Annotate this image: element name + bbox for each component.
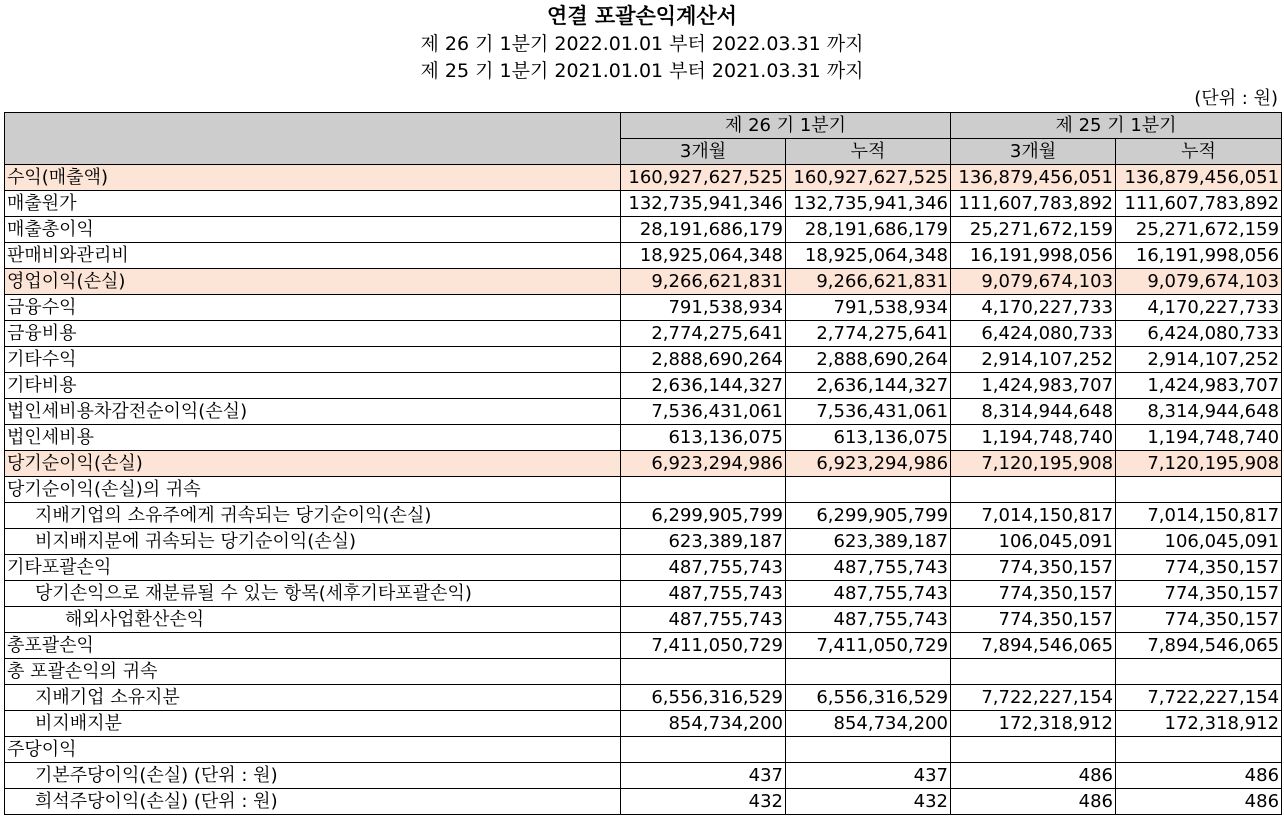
cell-cum-current: 437 bbox=[786, 763, 951, 789]
cell-3m-prior: 111,607,783,892 bbox=[951, 191, 1116, 217]
row-label: 기타포괄손익 bbox=[5, 555, 621, 581]
cell-cum-prior: 8,314,944,648 bbox=[1116, 399, 1282, 425]
cell-3m-current: 854,734,200 bbox=[621, 711, 786, 737]
table-row bbox=[5, 763, 1282, 789]
cell-3m-prior: 2,914,107,252 bbox=[951, 347, 1116, 373]
cell-cum-prior: 136,879,456,051 bbox=[1116, 165, 1282, 191]
cell-cum-current bbox=[786, 477, 951, 503]
cell-cum-prior: 486 bbox=[1116, 789, 1282, 815]
cell-cum-current: 791,538,934 bbox=[786, 295, 951, 321]
cell-3m-prior: 136,879,456,051 bbox=[951, 165, 1116, 191]
cell-cum-prior: 774,350,157 bbox=[1116, 581, 1282, 607]
table-row bbox=[5, 347, 1282, 373]
cell-cum-current: 160,927,627,525 bbox=[786, 165, 951, 191]
cell-cum-current: 28,191,686,179 bbox=[786, 217, 951, 243]
period-prior: 제 25 기 1분기 2021.01.01 부터 2021.03.31 까지 bbox=[420, 60, 864, 82]
cell-3m-prior: 774,350,157 bbox=[951, 581, 1116, 607]
row-label: 기타수익 bbox=[5, 347, 621, 373]
table-row bbox=[5, 399, 1282, 425]
row-label: 해외사업환산손익 bbox=[5, 607, 621, 633]
cell-cum-prior: 16,191,998,056 bbox=[1116, 243, 1282, 269]
cell-3m-prior bbox=[951, 737, 1116, 763]
cell-cum-current: 7,536,431,061 bbox=[786, 399, 951, 425]
cell-3m-prior: 7,894,546,065 bbox=[951, 633, 1116, 659]
statement-title: 연결 포괄손익계산서 bbox=[547, 4, 737, 28]
row-label: 당기순이익(손실)의 귀속 bbox=[5, 477, 621, 503]
cell-cum-prior: 774,350,157 bbox=[1116, 607, 1282, 633]
cell-3m-current: 487,755,743 bbox=[621, 607, 786, 633]
row-label: 금융비용 bbox=[5, 321, 621, 347]
cell-cum-current: 432 bbox=[786, 789, 951, 815]
cell-cum-prior: 7,120,195,908 bbox=[1116, 451, 1282, 477]
row-label: 지배기업 소유지분 bbox=[5, 685, 621, 711]
cell-3m-prior: 774,350,157 bbox=[951, 555, 1116, 581]
cell-cum-prior: 7,014,150,817 bbox=[1116, 503, 1282, 529]
row-label: 판매비와관리비 bbox=[5, 243, 621, 269]
table-row bbox=[5, 451, 1282, 477]
cell-cum-current: 854,734,200 bbox=[786, 711, 951, 737]
unit-label: (단위 : 원) bbox=[1194, 88, 1278, 109]
cell-cum-prior: 111,607,783,892 bbox=[1116, 191, 1282, 217]
cell-3m-prior: 7,120,195,908 bbox=[951, 451, 1116, 477]
cell-3m-prior: 486 bbox=[951, 763, 1116, 789]
row-label: 총포괄손익 bbox=[5, 633, 621, 659]
table-row bbox=[5, 503, 1282, 529]
cell-3m-prior: 1,194,748,740 bbox=[951, 425, 1116, 451]
cell-cum-current: 2,774,275,641 bbox=[786, 321, 951, 347]
cell-cum-prior: 2,914,107,252 bbox=[1116, 347, 1282, 373]
cell-3m-current: 160,927,627,525 bbox=[621, 165, 786, 191]
cell-3m-prior: 774,350,157 bbox=[951, 607, 1116, 633]
cell-cum-current: 2,888,690,264 bbox=[786, 347, 951, 373]
cell-cum-prior: 774,350,157 bbox=[1116, 555, 1282, 581]
header-label-cell bbox=[5, 113, 621, 165]
table-row bbox=[5, 633, 1282, 659]
cell-3m-prior: 6,424,080,733 bbox=[951, 321, 1116, 347]
cell-cum-current: 487,755,743 bbox=[786, 607, 951, 633]
table-row bbox=[5, 737, 1282, 763]
header-3m-current: 3개월 bbox=[621, 139, 786, 165]
cell-3m-prior: 8,314,944,648 bbox=[951, 399, 1116, 425]
table-row bbox=[5, 191, 1282, 217]
cell-3m-current: 432 bbox=[621, 789, 786, 815]
cell-3m-prior: 16,191,998,056 bbox=[951, 243, 1116, 269]
cell-3m-prior: 4,170,227,733 bbox=[951, 295, 1116, 321]
row-label: 당기손익으로 재분류될 수 있는 항목(세후기타포괄손익) bbox=[5, 581, 621, 607]
row-label: 총 포괄손익의 귀속 bbox=[5, 659, 621, 685]
income-statement-table bbox=[4, 112, 1282, 815]
table-row bbox=[5, 269, 1282, 295]
cell-cum-prior: 25,271,672,159 bbox=[1116, 217, 1282, 243]
cell-3m-prior: 25,271,672,159 bbox=[951, 217, 1116, 243]
table-row bbox=[5, 581, 1282, 607]
cell-3m-current: 132,735,941,346 bbox=[621, 191, 786, 217]
cell-3m-current: 437 bbox=[621, 763, 786, 789]
cell-cum-current bbox=[786, 737, 951, 763]
cell-3m-current: 28,191,686,179 bbox=[621, 217, 786, 243]
row-label: 법인세비용차감전순이익(손실) bbox=[5, 399, 621, 425]
cell-3m-current: 487,755,743 bbox=[621, 555, 786, 581]
cell-cum-prior: 1,424,983,707 bbox=[1116, 373, 1282, 399]
cell-3m-prior: 9,079,674,103 bbox=[951, 269, 1116, 295]
cell-3m-prior: 7,722,227,154 bbox=[951, 685, 1116, 711]
cell-cum-prior: 106,045,091 bbox=[1116, 529, 1282, 555]
cell-cum-current: 6,299,905,799 bbox=[786, 503, 951, 529]
row-label: 금융수익 bbox=[5, 295, 621, 321]
table-row bbox=[5, 555, 1282, 581]
cell-3m-prior: 1,424,983,707 bbox=[951, 373, 1116, 399]
cell-3m-current: 7,536,431,061 bbox=[621, 399, 786, 425]
cell-3m-current: 6,923,294,986 bbox=[621, 451, 786, 477]
table-row bbox=[5, 425, 1282, 451]
cell-cum-prior: 7,894,546,065 bbox=[1116, 633, 1282, 659]
cell-3m-current bbox=[621, 659, 786, 685]
cell-cum-prior: 172,318,912 bbox=[1116, 711, 1282, 737]
cell-cum-prior: 7,722,227,154 bbox=[1116, 685, 1282, 711]
cell-3m-current: 6,556,316,529 bbox=[621, 685, 786, 711]
cell-3m-current bbox=[621, 737, 786, 763]
cell-cum-current: 613,136,075 bbox=[786, 425, 951, 451]
table-row bbox=[5, 659, 1282, 685]
cell-cum-current: 6,556,316,529 bbox=[786, 685, 951, 711]
row-label: 기본주당이익(손실) (단위 : 원) bbox=[5, 763, 621, 789]
table-row bbox=[5, 165, 1282, 191]
cell-3m-prior: 486 bbox=[951, 789, 1116, 815]
cell-3m-current: 791,538,934 bbox=[621, 295, 786, 321]
cell-cum-current: 132,735,941,346 bbox=[786, 191, 951, 217]
cell-3m-current: 6,299,905,799 bbox=[621, 503, 786, 529]
cell-cum-current: 7,411,050,729 bbox=[786, 633, 951, 659]
cell-cum-current: 623,389,187 bbox=[786, 529, 951, 555]
cell-3m-prior: 172,318,912 bbox=[951, 711, 1116, 737]
cell-3m-prior bbox=[951, 477, 1116, 503]
table-row bbox=[5, 373, 1282, 399]
row-label: 지배기업의 소유주에게 귀속되는 당기순이익(손실) bbox=[5, 503, 621, 529]
header-group-current: 제 26 기 1분기 bbox=[621, 113, 951, 139]
table-row bbox=[5, 295, 1282, 321]
cell-3m-current: 623,389,187 bbox=[621, 529, 786, 555]
row-label: 수익(매출액) bbox=[5, 165, 621, 191]
cell-cum-current: 9,266,621,831 bbox=[786, 269, 951, 295]
period-current: 제 26 기 1분기 2022.01.01 부터 2022.03.31 까지 bbox=[420, 33, 864, 55]
header-3m-prior: 3개월 bbox=[951, 139, 1116, 165]
cell-cum-current: 6,923,294,986 bbox=[786, 451, 951, 477]
cell-3m-current: 2,774,275,641 bbox=[621, 321, 786, 347]
row-label: 매출총이익 bbox=[5, 217, 621, 243]
cell-cum-current: 18,925,064,348 bbox=[786, 243, 951, 269]
cell-3m-current: 9,266,621,831 bbox=[621, 269, 786, 295]
row-label: 매출원가 bbox=[5, 191, 621, 217]
cell-cum-prior bbox=[1116, 659, 1282, 685]
header-cum-current: 누적 bbox=[786, 139, 951, 165]
cell-3m-prior bbox=[951, 659, 1116, 685]
row-label: 영업이익(손실) bbox=[5, 269, 621, 295]
cell-cum-current bbox=[786, 659, 951, 685]
cell-3m-current bbox=[621, 477, 786, 503]
row-label: 법인세비용 bbox=[5, 425, 621, 451]
row-label: 비지배지분 bbox=[5, 711, 621, 737]
row-label: 기타비용 bbox=[5, 373, 621, 399]
cell-3m-prior: 106,045,091 bbox=[951, 529, 1116, 555]
table-row bbox=[5, 711, 1282, 737]
cell-cum-prior bbox=[1116, 477, 1282, 503]
header-cum-prior: 누적 bbox=[1116, 139, 1282, 165]
table-row bbox=[5, 243, 1282, 269]
table-row bbox=[5, 477, 1282, 503]
cell-cum-current: 487,755,743 bbox=[786, 581, 951, 607]
row-label: 비지배지분에 귀속되는 당기순이익(손실) bbox=[5, 529, 621, 555]
cell-3m-current: 487,755,743 bbox=[621, 581, 786, 607]
cell-cum-prior: 1,194,748,740 bbox=[1116, 425, 1282, 451]
cell-cum-prior bbox=[1116, 737, 1282, 763]
table-row bbox=[5, 685, 1282, 711]
row-label: 주당이익 bbox=[5, 737, 621, 763]
cell-3m-prior: 7,014,150,817 bbox=[951, 503, 1116, 529]
cell-3m-current: 7,411,050,729 bbox=[621, 633, 786, 659]
cell-cum-prior: 486 bbox=[1116, 763, 1282, 789]
table-row bbox=[5, 529, 1282, 555]
cell-cum-current: 2,636,144,327 bbox=[786, 373, 951, 399]
table-row bbox=[5, 789, 1282, 815]
table-row bbox=[5, 607, 1282, 633]
table-row bbox=[5, 217, 1282, 243]
cell-cum-prior: 6,424,080,733 bbox=[1116, 321, 1282, 347]
table-row bbox=[5, 321, 1282, 347]
header-group-prior: 제 25 기 1분기 bbox=[951, 113, 1282, 139]
cell-3m-current: 613,136,075 bbox=[621, 425, 786, 451]
cell-cum-prior: 4,170,227,733 bbox=[1116, 295, 1282, 321]
row-label: 희석주당이익(손실) (단위 : 원) bbox=[5, 789, 621, 815]
row-label: 당기순이익(손실) bbox=[5, 451, 621, 477]
cell-3m-current: 18,925,064,348 bbox=[621, 243, 786, 269]
cell-3m-current: 2,888,690,264 bbox=[621, 347, 786, 373]
cell-cum-current: 487,755,743 bbox=[786, 555, 951, 581]
cell-cum-prior: 9,079,674,103 bbox=[1116, 269, 1282, 295]
cell-3m-current: 2,636,144,327 bbox=[621, 373, 786, 399]
